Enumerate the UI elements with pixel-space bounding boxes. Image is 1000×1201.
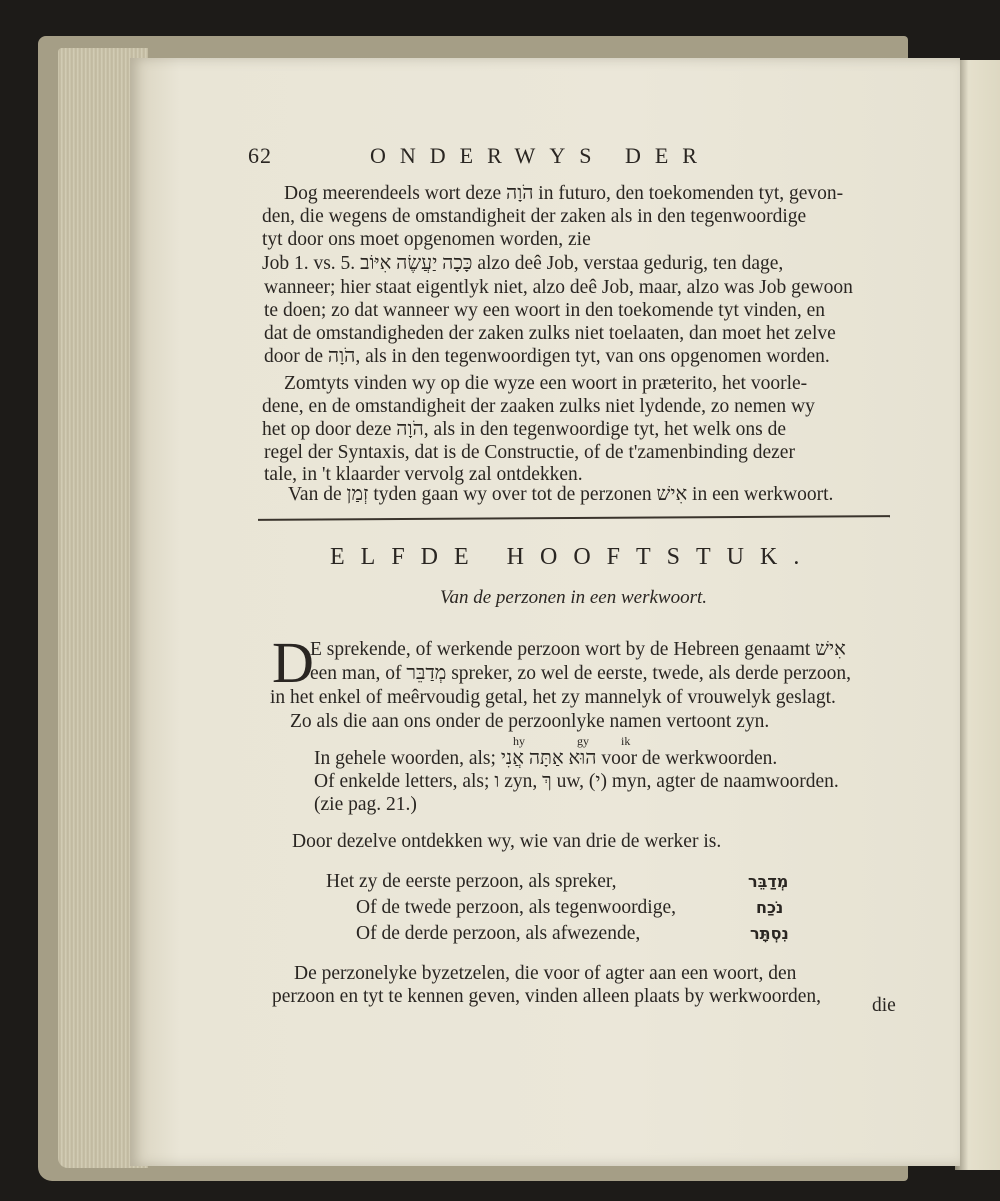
text-line: Dog meerendeels wort deze הֹוָה in futuro, den toekomenden tyt, gevon- — [284, 183, 844, 204]
text-line: een man, of מְדַבֵּר spreker, zo wel de eerste, twede, als derde perzoon, — [310, 663, 852, 684]
gloss-hy: hy — [513, 734, 525, 748]
person-row-hebrew: מְדַבֵּר — [748, 872, 789, 891]
person-row-text: Of de twede perzoon, als tegenwoordige, — [356, 897, 677, 918]
text-line: in het enkel of meêrvoudig getal, het zy mannelyk of vrouwelyk geslagt. — [270, 687, 836, 708]
text-line: dat de omstandigheden der zaken zulks niet toelaaten, dan moet het zelve — [264, 323, 836, 344]
chapter-title: ELFDE HOOFTSTUK. — [330, 544, 816, 570]
gloss-ik: ik — [621, 734, 631, 748]
text-line: Of enkelde letters, als; ו zyn, ךְ uw, (י) myn, agter de naamwoorden. — [314, 771, 839, 792]
person-row-text: Of de derde perzoon, als afwezende, — [356, 923, 641, 944]
running-title: ONDERWYS DER — [370, 143, 711, 168]
facing-page-edge — [955, 60, 1000, 1170]
text-line: De perzonelyke byzetzelen, die voor of agter aan een woort, den — [294, 963, 797, 984]
text-line: tyt door ons moet opgenomen worden, zie — [262, 229, 591, 250]
text-line: perzoon en tyt te kennen geven, vinden alleen plaats by werkwoorden, — [272, 986, 822, 1007]
text-line: tale, in 't klaarder vervolg zal ontdekken. — [264, 464, 583, 485]
text-line: wanneer; hier staat eigentlyk niet, alzo deê Job, maar, alzo was Job gewoon — [264, 277, 853, 298]
text-line: dene, en de omstandigheit der zaaken zulks niet lydende, zo nemen wy — [262, 396, 815, 417]
text-line: door de הֹוָה, als in den tegenwoordigen tyt, van ons opgenomen worden. — [264, 346, 830, 367]
text-line: den, die wegens de omstandigheit der zaken als in den tegenwoordige — [262, 206, 807, 227]
gloss-gy: gy — [577, 734, 589, 748]
text-line: In gehele woorden, als; הוּא אַתָּה אֲנִי voor de werkwoorden. — [314, 748, 778, 769]
text-line: Door dezelve ontdekken wy, wie van drie de werker is. — [292, 831, 722, 852]
text-line: (zie pag. 21.) — [314, 794, 417, 815]
text-line: E sprekende, of werkende perzoon wort by de Hebreen genaamt אִישׁ — [310, 639, 846, 660]
text-line: Van de זְמַן tyden gaan wy over tot de perzonen אִישׁ in een werkwoort. — [288, 484, 834, 505]
chapter-subtitle: Van de perzonen in een werkwoort. — [440, 587, 708, 608]
text-line: te doen; zo dat wanneer wy een woort in den toekomende tyt vinden, en — [264, 300, 825, 321]
drop-cap: D — [272, 630, 314, 695]
catchword: die — [872, 995, 896, 1016]
text-line: Zomtyts vinden wy op die wyze een woort in præterito, het voorle- — [284, 373, 808, 394]
person-row-hebrew: נֹכַח — [756, 898, 784, 917]
text-line: regel der Syntaxis, dat is de Constructie, of de t'zamenbinding dezer — [264, 442, 795, 463]
page-number: 62 — [248, 143, 272, 168]
person-row-text: Het zy de eerste perzoon, als spreker, — [326, 871, 617, 892]
text-line: Job 1. vs. 5. כָּכָה יַעֲשֶׂה אִיּוֹב alzo deê Job, verstaa gedurig, ten dage, — [262, 253, 784, 274]
person-row-hebrew: נִסְתָּר — [750, 924, 789, 943]
text-line: Zo als die aan ons onder de perzoonlyke namen vertoont zyn. — [290, 711, 770, 732]
text-line: het op door deze הֹוָה, als in den tegenwoordige tyt, het welk ons de — [262, 419, 787, 440]
